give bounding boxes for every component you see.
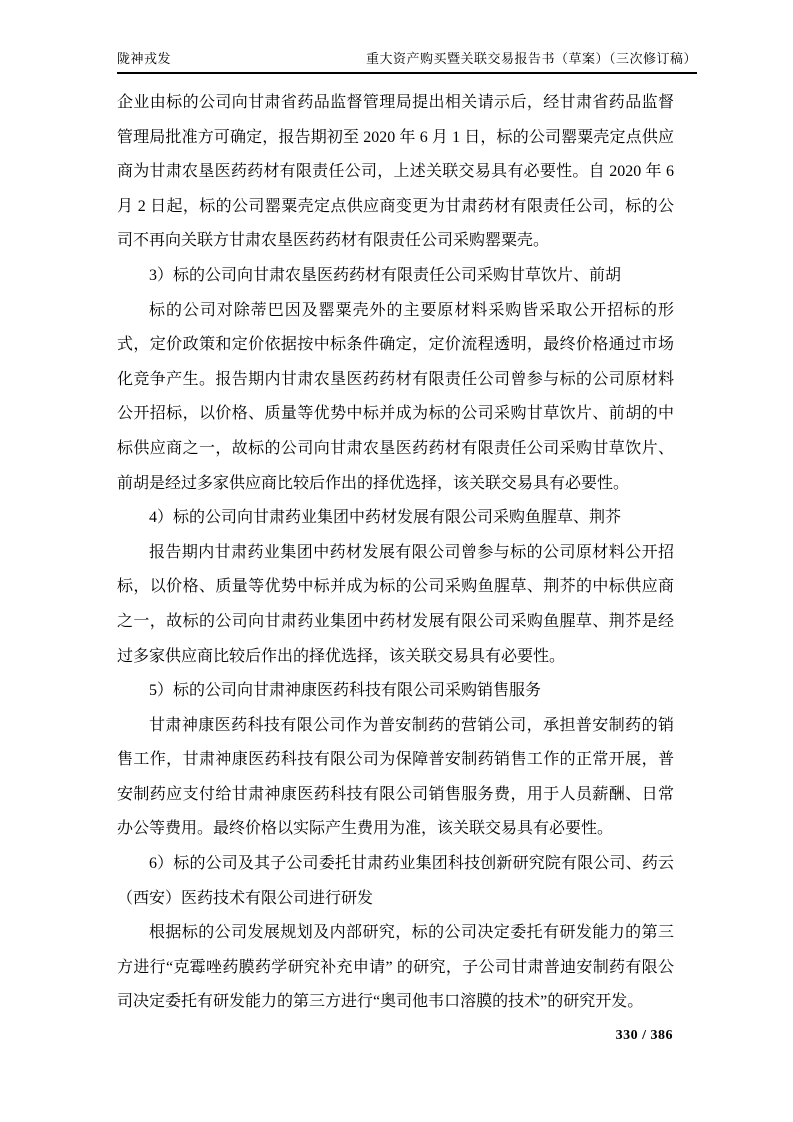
body-paragraph: 标的公司对除蒂巴因及罂粟壳外的主要原材料采购皆采取公开招标的形式，定价政策和定价依据按中标条件确定，定价流程透明，最终价格通过市场化竞争产生。报告期内甘肃农垦医药药材有限责任公司曾参与标的公司原材料公开招标，以价格、质量等优势中标并成为标的公司采购甘草饮片、前胡的中标供应商之一，故标的公司向甘肃农垦医药药材有限责任公司采购甘草饮片、前胡是经过多家供应商比较后作出的择优选择，该关联交易具有必要性。 bbox=[117, 301, 674, 492]
body-paragraph: 甘肃神康医药科技有限公司作为普安制药的营销公司，承担普安制药的销售工作，甘肃神康医药科技有限公司为保障普安制药销售工作的正常开展，普安制药应支付给甘肃神康医药科技有限公司销售服务费，用于人员薪酬、日常办公等费用。最终价格以实际产生费用为准，该关联交易具有必要性。 bbox=[117, 716, 674, 838]
page-header bbox=[117, 48, 697, 74]
body-paragraph: 根据标的公司发展规划及内部研究，标的公司决定委托有研发能力的第三方进行“克霉唑药膜药学研究补充申请” 的研究，子公司甘肃普迪安制药有限公司决定委托有研发能力的第三方进行“奥司他韦口溶膜的技术”的研究开发。 bbox=[117, 924, 674, 1011]
section-heading-6: 6）标的公司及其子公司委托甘肃药业集团科技创新研究院有限公司、药云（西安）医药技术有限公司进行研发 bbox=[117, 855, 674, 907]
header-company-name: 陇神戎发 bbox=[117, 51, 172, 66]
section-heading-4: 4）标的公司向甘肃药业集团中药材发展有限公司采购鱼腥草、荆芥 bbox=[149, 509, 622, 527]
section-heading-5: 5）标的公司向甘肃神康医药科技有限公司采购销售服务 bbox=[149, 682, 542, 700]
body-paragraph: 报告期内甘肃药业集团中药材发展有限公司曾参与标的公司原材料公开招标，以价格、质量等优势中标并成为标的公司采购鱼腥草、荆芥的中标供应商之一，故标的公司向甘肃药业集团中药材发展有限公司采购鱼腥草、荆芥是经过多家供应商比较后作出的择优选择，该关联交易具有必要性。 bbox=[117, 543, 674, 665]
section-heading-3: 3）标的公司向甘肃农垦医药药材有限责任公司采购甘草饮片、前胡 bbox=[149, 266, 622, 284]
page-number: 330 / 386 bbox=[615, 1028, 673, 1043]
body-paragraph: 企业由标的公司向甘肃省药品监督管理局提出相关请示后，经甘肃省药品监督管理局批准方可确定，报告期初至 2020 年 6 月 1 日，标的公司罂粟壳定点供应商为甘肃农垦医药药材有限责任公司，上述关联交易具有必要性。自 2020 年 6 月 2 日起，标的公司罂粟壳定点供应商变更为甘肃药材有限责任公司，标的公司不再向关联方甘肃农垦医药药材有限责任公司采购罂粟壳。 bbox=[117, 94, 674, 250]
header-document-title: 重大资产购买暨关联交易报告书（草案）（三次修订稿） bbox=[365, 51, 697, 66]
document-body bbox=[117, 86, 674, 1020]
